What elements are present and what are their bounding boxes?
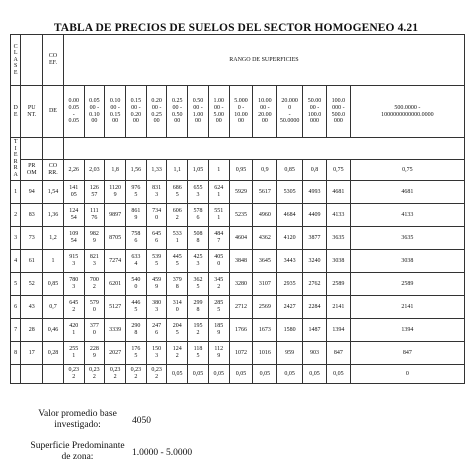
price-cell: 2569 — [253, 296, 277, 319]
price-cell: 112 9 — [208, 342, 229, 365]
price-cell: 3635 — [350, 227, 464, 250]
price-cell: 1766 — [229, 319, 253, 342]
table-row — [11, 296, 465, 319]
price-cell: 285 5 — [208, 296, 229, 319]
price-cell: 150 3 — [146, 342, 167, 365]
price-cell: 1120 9 — [105, 181, 126, 204]
table-row-last — [11, 365, 465, 384]
coef-cell: 0,9 — [253, 160, 277, 181]
range-header-cell: 0.05 00 - 0.10 00 — [84, 86, 105, 138]
price-cell: 6201 — [105, 273, 126, 296]
price-cell: 3240 — [303, 250, 327, 273]
last-row-cell: 0,05 — [208, 365, 229, 384]
price-cell: 624 1 — [208, 181, 229, 204]
last-row-cell: 0,23 2 — [63, 365, 84, 384]
tierra-label: T I E R R A — [11, 138, 21, 181]
price-cell: 2762 — [303, 273, 327, 296]
price-cell: 345 2 — [208, 273, 229, 296]
class-number: 7 — [11, 319, 21, 342]
price-cell: 2141 — [350, 296, 464, 319]
price-cell: 3339 — [105, 319, 126, 342]
price-cell: 539 5 — [146, 250, 167, 273]
superficie-value: 1.0000 - 5.0000 — [132, 448, 193, 458]
price-cell: 861 9 — [125, 204, 146, 227]
price-cell: 247 6 — [146, 319, 167, 342]
coef-cell: 1,05 — [188, 160, 209, 181]
range-header-cell: 0.15 00 - 0.20 00 — [125, 86, 146, 138]
class-number: 1 — [11, 181, 21, 204]
price-cell: 185 9 — [208, 319, 229, 342]
price-cell: 633 4 — [125, 250, 146, 273]
price-cell: 540 0 — [125, 273, 146, 296]
price-cell: 578 6 — [188, 204, 209, 227]
price-cell: 176 5 — [125, 342, 146, 365]
price-cell: 379 8 — [167, 273, 188, 296]
coef-cell: 0,95 — [229, 160, 253, 181]
class-number: 6 — [11, 296, 21, 319]
price-cell: 903 — [303, 342, 327, 365]
price-cell: 2589 — [326, 273, 350, 296]
table-row — [11, 273, 465, 296]
coef-cell: 2,03 — [84, 160, 105, 181]
coef-cell: 1 — [208, 160, 229, 181]
class-number: 4 — [11, 250, 21, 273]
price-cell: 141 05 — [63, 181, 84, 204]
price-cell: 362 5 — [188, 273, 209, 296]
price-cell: 579 0 — [84, 296, 105, 319]
de-header: D E — [11, 86, 21, 138]
price-cell: 1394 — [350, 319, 464, 342]
price-cell: 533 1 — [167, 227, 188, 250]
price-cell: 4993 — [303, 181, 327, 204]
price-cell: 976 5 — [125, 181, 146, 204]
price-cell: 445 5 — [167, 250, 188, 273]
coef-cell: 2,26 — [63, 160, 84, 181]
coef-cell: 0,75 — [350, 160, 464, 181]
price-cell: 124 2 — [167, 342, 188, 365]
coef-cell: 1,56 — [125, 160, 146, 181]
price-cell: 4409 — [303, 204, 327, 227]
range-header-cell: 0.20 00 - 0.25 00 — [146, 86, 167, 138]
corr-cell: 0,28 — [43, 342, 64, 365]
coef-cell: 1,33 — [146, 160, 167, 181]
punt-cell: 43 — [21, 296, 43, 319]
table-row — [11, 250, 465, 273]
price-cell: 4133 — [350, 204, 464, 227]
price-cell: 204 5 — [167, 319, 188, 342]
punt-cell: 52 — [21, 273, 43, 296]
price-cell: 1487 — [303, 319, 327, 342]
price-cell: 734 0 — [146, 204, 167, 227]
price-cell: 4681 — [326, 181, 350, 204]
price-cell: 780 3 — [63, 273, 84, 296]
price-cell: 3038 — [350, 250, 464, 273]
price-cell: 425 3 — [188, 250, 209, 273]
price-cell: 831 3 — [146, 181, 167, 204]
price-cell: 484 7 — [208, 227, 229, 250]
table-row — [11, 204, 465, 227]
price-cell: 3645 — [253, 250, 277, 273]
price-cell: 299 8 — [188, 296, 209, 319]
price-cell: 959 — [277, 342, 303, 365]
price-cell: 228 9 — [84, 342, 105, 365]
punt-cell: 61 — [21, 250, 43, 273]
price-cell: 758 6 — [125, 227, 146, 250]
range-header-cell: 500.0000 - 1000000000000.0000 — [350, 86, 464, 138]
last-row-cell: 0,05 — [167, 365, 188, 384]
price-cell: 405 0 — [208, 250, 229, 273]
valor-value: 4050 — [132, 416, 151, 426]
corr-cell: 0,7 — [43, 296, 64, 319]
coef-cell: 0,75 — [326, 160, 350, 181]
coef-cell: 1,8 — [105, 160, 126, 181]
last-row-cell: 0,05 — [253, 365, 277, 384]
tierra-spacer-row — [11, 138, 465, 160]
price-cell: 700 2 — [84, 273, 105, 296]
page-title: TABLA DE PRECIOS DE SUELOS DEL SECTOR HOMOGENEO 4.21 — [53, 22, 419, 34]
price-cell: 5617 — [253, 181, 277, 204]
price-cell: 2589 — [350, 273, 464, 296]
price-cell: 5235 — [229, 204, 253, 227]
punt-cell: 73 — [21, 227, 43, 250]
punt-header: PU NT. — [21, 86, 43, 138]
coef-cell: 0,8 — [303, 160, 327, 181]
price-cell: 4681 — [350, 181, 464, 204]
price-cell: 821 3 — [84, 250, 105, 273]
last-row-cell: 0,05 — [188, 365, 209, 384]
table-row — [11, 181, 465, 204]
prom-label: PR OM — [21, 160, 43, 181]
price-cell: 4960 — [253, 204, 277, 227]
clase-header: C L A S E — [11, 35, 21, 86]
price-cell: 5929 — [229, 181, 253, 204]
superficie-label: Superficie Predominante de zona: — [30, 441, 125, 462]
price-cell: 3038 — [326, 250, 350, 273]
price-cell: 3280 — [229, 273, 253, 296]
price-cell: 1580 — [277, 319, 303, 342]
price-cell: 1016 — [253, 342, 277, 365]
price-cell: 606 2 — [167, 204, 188, 227]
last-row-cell: 0,05 — [229, 365, 253, 384]
range-header-cell: 50.00 00 - 100.0 000 — [303, 86, 327, 138]
price-cell: 1394 — [326, 319, 350, 342]
class-number: 8 — [11, 342, 21, 365]
corr-cell: 0,46 — [43, 319, 64, 342]
range-header-cell: 100.0 000 - 500.0 000 — [326, 86, 350, 138]
range-header-cell: 10.00 00 - 20.00 00 — [253, 86, 277, 138]
last-row-cell: 0,05 — [326, 365, 350, 384]
coef-row — [11, 160, 465, 181]
last-row-cell: 0,05 — [277, 365, 303, 384]
price-cell: 4362 — [253, 227, 277, 250]
table-row — [11, 227, 465, 250]
price-cell: 2141 — [326, 296, 350, 319]
price-cell: 9897 — [105, 204, 126, 227]
table-row — [11, 342, 465, 365]
price-cell: 109 54 — [63, 227, 84, 250]
coef-cell: 0,85 — [277, 160, 303, 181]
punt-cell: 94 — [21, 181, 43, 204]
valor-label: Valor promedio base investigado: — [38, 409, 117, 430]
price-cell: 377 0 — [84, 319, 105, 342]
price-table — [10, 34, 465, 384]
price-cell: 314 0 — [167, 296, 188, 319]
price-cell: 645 6 — [146, 227, 167, 250]
header-row-ranges — [11, 86, 465, 138]
class-number: 2 — [11, 204, 21, 227]
price-cell: 847 — [350, 342, 464, 365]
price-cell: 380 3 — [146, 296, 167, 319]
price-cell: 2027 — [105, 342, 126, 365]
price-cell: 982 9 — [84, 227, 105, 250]
last-row-cell: 0,05 — [303, 365, 327, 384]
punt-cell: 17 — [21, 342, 43, 365]
price-cell: 459 9 — [146, 273, 167, 296]
price-cell: 1072 — [229, 342, 253, 365]
range-header-cell: 0.25 00 - 0.50 00 — [167, 86, 188, 138]
price-cell: 7274 — [105, 250, 126, 273]
corr-cell: 1,54 — [43, 181, 64, 204]
price-cell: 124 54 — [63, 204, 84, 227]
price-cell: 847 — [326, 342, 350, 365]
range-header-cell: 0.00 0.05 - 0.05 — [63, 86, 84, 138]
class-number: 5 — [11, 273, 21, 296]
last-row-cell: 0,23 2 — [125, 365, 146, 384]
coef-header: CO EF. — [43, 35, 64, 86]
price-cell: 655 3 — [188, 181, 209, 204]
last-row-cell: 0 — [350, 365, 464, 384]
price-cell: 118 5 — [188, 342, 209, 365]
table-row — [11, 319, 465, 342]
price-cell: 195 2 — [188, 319, 209, 342]
price-cell: 5305 — [277, 181, 303, 204]
price-cell: 508 8 — [188, 227, 209, 250]
price-cell: 2427 — [277, 296, 303, 319]
corr-cell: 1 — [43, 250, 64, 273]
price-cell: 551 1 — [208, 204, 229, 227]
price-cell: 4120 — [277, 227, 303, 250]
price-cell: 8705 — [105, 227, 126, 250]
price-cell: 3635 — [326, 227, 350, 250]
class-number: 3 — [11, 227, 21, 250]
price-cell: 1673 — [253, 319, 277, 342]
price-cell: 2712 — [229, 296, 253, 319]
de2-header: DE — [43, 86, 64, 138]
corr-label: CO RR. — [43, 160, 64, 181]
price-cell: 4604 — [229, 227, 253, 250]
price-cell: 111 76 — [84, 204, 105, 227]
price-cell: 420 1 — [63, 319, 84, 342]
rango-header: RANGO DE SUPERFICIES — [63, 35, 464, 86]
corr-cell: 0,85 — [43, 273, 64, 296]
price-cell: 3848 — [229, 250, 253, 273]
range-header-cell: 0.50 00 - 1.00 00 — [188, 86, 209, 138]
price-cell: 3443 — [277, 250, 303, 273]
price-cell: 3107 — [253, 273, 277, 296]
corr-cell: 1,36 — [43, 204, 64, 227]
price-cell: 5127 — [105, 296, 126, 319]
price-cell: 645 2 — [63, 296, 84, 319]
range-header-cell: 0.10 00 - 0.15 00 — [105, 86, 126, 138]
price-cell: 290 8 — [125, 319, 146, 342]
price-cell: 255 1 — [63, 342, 84, 365]
last-row-cell: 0,23 2 — [146, 365, 167, 384]
price-cell: 915 3 — [63, 250, 84, 273]
price-cell: 446 5 — [125, 296, 146, 319]
punt-cell: 28 — [21, 319, 43, 342]
corr-cell: 1,2 — [43, 227, 64, 250]
coef-cell: 1,1 — [167, 160, 188, 181]
price-cell: 2935 — [277, 273, 303, 296]
price-cell: 4684 — [277, 204, 303, 227]
price-cell: 2284 — [303, 296, 327, 319]
range-header-cell: 1.00 00 - 5.00 00 — [208, 86, 229, 138]
punt-cell: 83 — [21, 204, 43, 227]
header-row-clase — [11, 35, 465, 86]
last-row-cell: 0,23 2 — [84, 365, 105, 384]
range-header-cell: 20.000 0 - 50.0000 — [277, 86, 303, 138]
last-row-cell: 0,23 2 — [105, 365, 126, 384]
price-cell: 3877 — [303, 227, 327, 250]
price-cell: 126 57 — [84, 181, 105, 204]
price-cell: 4133 — [326, 204, 350, 227]
range-header-cell: 5.000 0 - 10.00 00 — [229, 86, 253, 138]
price-cell: 686 5 — [167, 181, 188, 204]
